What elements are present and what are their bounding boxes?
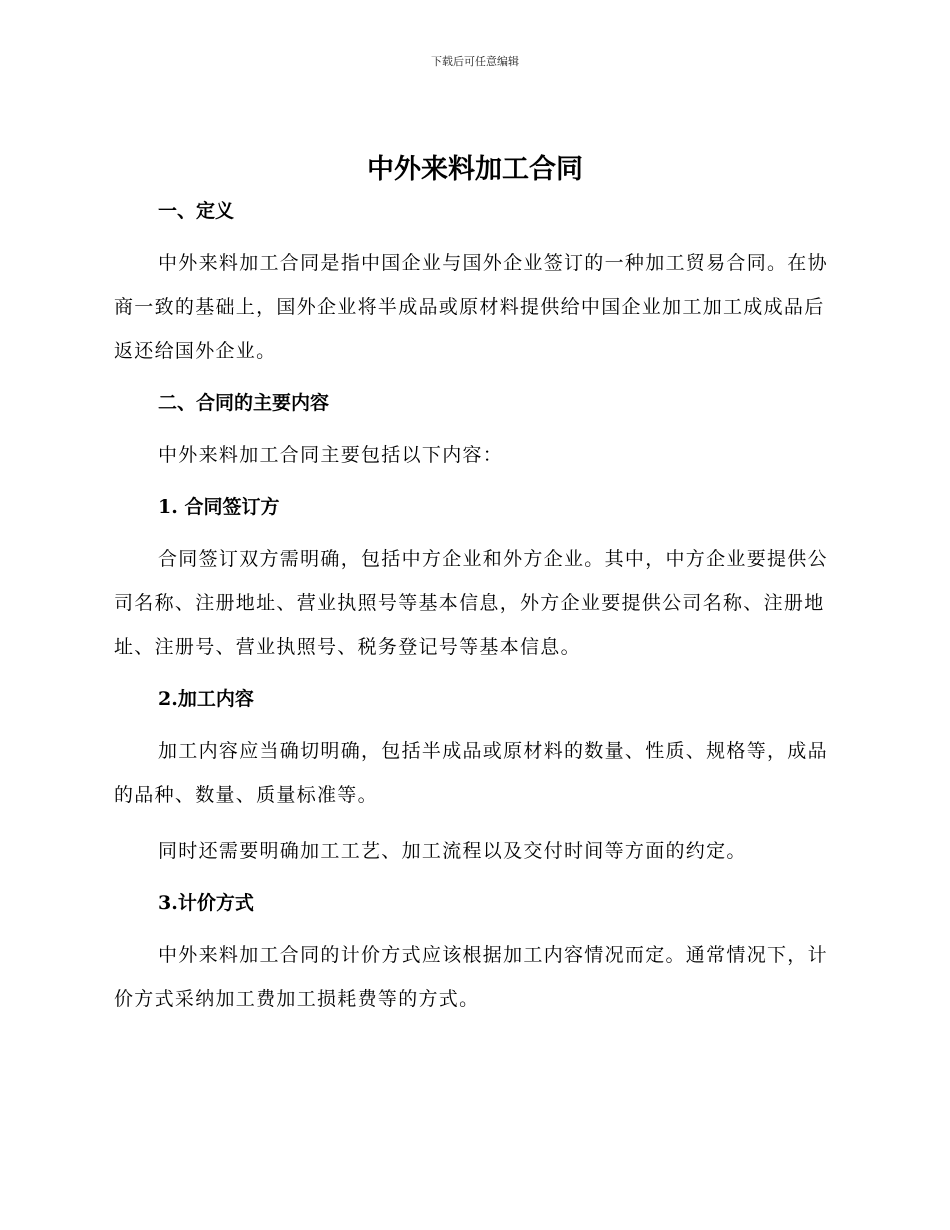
- section-heading-main-content: 二、合同的主要内容: [158, 392, 330, 414]
- subsection-heading-pricing: 3.计价方式: [158, 892, 254, 914]
- document-title: 中外来料加工合同: [367, 154, 583, 185]
- paragraph-pricing: 中外来料加工合同的计价方式应该根据加工内容情况而定。通常情况下，计价方式采纳加工费加工损耗费等的方式。: [114, 944, 828, 1010]
- subsection-heading-parties: 1. 合同签订方: [158, 496, 280, 518]
- paragraph-processing-content: 加工内容应当确切明确，包括半成品或原材料的数量、性质、规格等，成品的品种、数量、质量标准等。: [114, 740, 828, 806]
- paragraph-processing-agreement: 同时还需要明确加工工艺、加工流程以及交付时间等方面的约定。: [158, 840, 747, 862]
- paragraph-main-content-intro: 中外来料加工合同主要包括以下内容：: [158, 444, 504, 466]
- document-body: [114, 193, 834, 1021]
- paragraph-definition: 中外来料加工合同是指中国企业与国外企业签订的一种加工贸易合同。在协商一致的基础上，国外企业将半成品或原材料提供给中国企业加工加工成成品后返还给国外企业。: [114, 252, 828, 362]
- subsection-heading-processing-content: 2.加工内容: [158, 688, 254, 710]
- paragraph-parties: 合同签订双方需明确，包括中方企业和外方企业。其中，中方企业要提供公司名称、注册地址、营业执照号等基本信息，外方企业要提供公司名称、注册地址、注册号、营业执照号、税务登记号等基本信息。: [114, 548, 828, 658]
- header-note: 下载后可任意编辑: [431, 55, 519, 68]
- section-heading-definition: 一、定义: [158, 200, 235, 222]
